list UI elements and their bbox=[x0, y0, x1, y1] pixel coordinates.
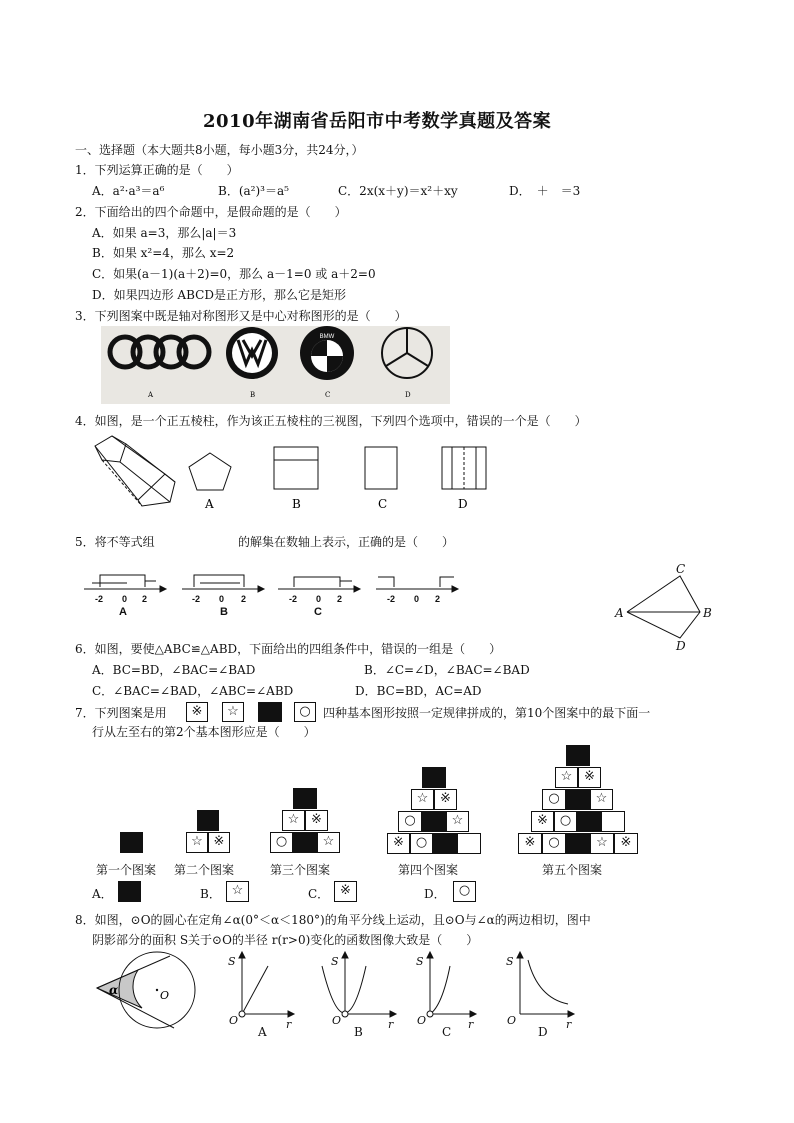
q1-option-d: D． ＋ ＝3 bbox=[509, 184, 581, 198]
kite-label-b: B bbox=[703, 606, 712, 620]
mercedes-star-icon bbox=[382, 328, 432, 378]
pentagon-view-a bbox=[189, 453, 231, 490]
nl-c-tick-2: 0 bbox=[316, 594, 322, 604]
q4-label-d: D bbox=[458, 497, 468, 511]
graph-label-d: D bbox=[538, 1025, 548, 1039]
p5-cell: ☆ bbox=[590, 833, 614, 854]
q4-figures bbox=[90, 432, 500, 517]
q2-option-a: A．如果 a=3，那么|a|＝3 bbox=[92, 226, 237, 240]
q6-option-d: D．BC=BD，AC=AD bbox=[355, 684, 482, 698]
q2-option-c: C．如果(a－1)(a＋2)=0，那么 a－1=0 或 a＋2=0 bbox=[92, 267, 376, 281]
nl-b-tick-1: -2 bbox=[192, 594, 201, 604]
graph-label-b: B bbox=[354, 1025, 363, 1039]
p3-cell: ○ bbox=[270, 832, 293, 853]
p5-cell bbox=[566, 789, 590, 810]
p5-cell bbox=[601, 811, 625, 832]
numberline-a bbox=[84, 575, 166, 592]
kite-label-d: D bbox=[676, 639, 686, 653]
p4-cell: ※ bbox=[387, 833, 410, 854]
q7-option-d: D． bbox=[424, 887, 446, 901]
q3-logos bbox=[101, 326, 450, 404]
caption-1: 第一个图案 bbox=[96, 863, 157, 877]
p5-cell bbox=[577, 811, 601, 832]
nl-c-tick-3: 2 bbox=[337, 594, 343, 604]
q2-option-d: D．如果四边形 ABCD是正方形，那么它是矩形 bbox=[92, 288, 346, 302]
q7-option-d-cell: ○ bbox=[453, 881, 476, 902]
p5-cell: ○ bbox=[542, 789, 566, 810]
rect-view-c bbox=[365, 447, 397, 489]
p5-cell: ※ bbox=[518, 833, 542, 854]
graph-b-s: S bbox=[331, 955, 339, 968]
q6-option-a: A．BC=BD，∠BAC=∠BAD bbox=[92, 663, 256, 677]
q7-option-c: C． bbox=[308, 887, 330, 901]
nl-d-tick-1: -2 bbox=[387, 594, 396, 604]
center-dot bbox=[156, 989, 158, 991]
p4-cell bbox=[422, 767, 446, 788]
q4-label-c: C bbox=[378, 497, 388, 511]
alpha-label: α bbox=[109, 983, 119, 997]
numberline-d bbox=[376, 577, 458, 592]
p3-cell: ☆ bbox=[317, 832, 340, 853]
graph-d-s: S bbox=[506, 955, 514, 968]
q5-stem-a: 5．将不等式组 bbox=[75, 535, 155, 549]
q7-option-a: A． bbox=[92, 887, 113, 901]
q8-stem-b: 阴影部分的面积 S关于⊙O的半径 r(r>0)变化的函数图像大致是（ ） bbox=[92, 933, 479, 947]
graph-d bbox=[517, 952, 574, 1017]
pentagonal-prism-figure bbox=[95, 436, 175, 506]
p5-cell: ☆ bbox=[555, 767, 578, 788]
rect-view-b bbox=[274, 447, 318, 489]
q2-stem: 2．下面给出的四个命题中，是假命题的是（ ） bbox=[75, 205, 347, 219]
q7-option-a-cell bbox=[118, 881, 141, 902]
p3-cell: ☆ bbox=[282, 810, 305, 831]
black-square-cell bbox=[258, 702, 282, 722]
q4-stem: 4．如图，是一个正五棱柱，作为该正五棱柱的三视图，下列四个选项中，错误的一个是（ ） bbox=[75, 414, 587, 428]
p5-cell: ※ bbox=[614, 833, 638, 854]
q7-option-c-cell: ※ bbox=[334, 881, 357, 902]
q1-option-b: B．(a²)³＝a⁵ bbox=[218, 184, 289, 198]
circle-cell: ○ bbox=[294, 702, 316, 722]
graph-d-o: O bbox=[507, 1014, 517, 1027]
graph-b-o: O bbox=[332, 1014, 342, 1027]
q1-stem: 1．下列运算正确的是（ ） bbox=[75, 163, 239, 177]
kite-label-a: A bbox=[615, 606, 624, 620]
p4-cell bbox=[422, 811, 446, 832]
graph-d-r: r bbox=[566, 1018, 572, 1031]
caption-2: 第二个图案 bbox=[174, 863, 235, 877]
p5-cell: ※ bbox=[578, 767, 601, 788]
q6-option-c: C．∠BAC=∠BAD，∠ABC=∠ABD bbox=[92, 684, 294, 698]
q5-stem-b: 的解集在数轴上表示，正确的是（ ） bbox=[238, 535, 455, 549]
p5-cell bbox=[566, 745, 590, 766]
caption-5: 第五个图案 bbox=[542, 863, 603, 877]
vw-logo-icon bbox=[226, 327, 278, 379]
p5-cell: ○ bbox=[554, 811, 577, 832]
q4-label-b: B bbox=[292, 497, 301, 511]
bmw-text: BMW bbox=[319, 334, 335, 340]
section-heading: 一、选择题（本大题共8小题，每小题3分，共24分，） bbox=[75, 143, 364, 157]
graph-a bbox=[239, 952, 294, 1017]
caption-3: 第三个图案 bbox=[270, 863, 331, 877]
kite-figure bbox=[612, 562, 722, 652]
graph-a-s: S bbox=[228, 955, 236, 968]
q3-label-d: D bbox=[405, 391, 411, 399]
q1-option-a: A．a²·a³＝a⁶ bbox=[92, 184, 165, 198]
numberline-c bbox=[278, 577, 360, 592]
circle-o-label: O bbox=[160, 989, 170, 1002]
graph-label-a: A bbox=[258, 1025, 267, 1039]
graph-b-r: r bbox=[388, 1018, 394, 1031]
nl-d-tick-2: 0 bbox=[414, 594, 420, 604]
nl-a-tick-2: 0 bbox=[122, 594, 128, 604]
q7-stem-c: 行从左至右的第2个基本图形应是（ ） bbox=[92, 725, 316, 739]
q3-label-a: A bbox=[148, 391, 154, 399]
p3-cell: ※ bbox=[305, 810, 328, 831]
q3-label-b: B bbox=[250, 391, 256, 399]
p4-cell: ☆ bbox=[411, 789, 434, 810]
graph-a-o: O bbox=[229, 1014, 239, 1027]
audi-rings-icon bbox=[110, 337, 209, 367]
q8-figures bbox=[90, 948, 600, 1043]
p3-cell bbox=[293, 788, 317, 809]
q7-option-b: B． bbox=[200, 887, 221, 901]
p4-cell: ☆ bbox=[446, 811, 469, 832]
q4-label-a: A bbox=[205, 497, 214, 511]
nl-label-a: A bbox=[119, 606, 127, 618]
p2-cell: ※ bbox=[208, 832, 230, 853]
p4-cell bbox=[433, 833, 457, 854]
graph-a-r: r bbox=[286, 1018, 292, 1031]
q7-option-b-cell: ☆ bbox=[226, 881, 249, 902]
p4-cell bbox=[457, 833, 481, 854]
p4-cell: ※ bbox=[434, 789, 457, 810]
q3-label-c: C bbox=[325, 391, 331, 399]
q7-stem-b: 四种基本图形按照一定规律拼成的，第10个图案中的最下面一 bbox=[323, 706, 651, 720]
nl-label-b: B bbox=[220, 606, 228, 618]
star-cell: ☆ bbox=[222, 702, 244, 722]
graph-c bbox=[427, 952, 476, 1017]
nl-c-tick-1: -2 bbox=[289, 594, 298, 604]
q1-option-c: C．2x(x＋y)＝x²＋xy bbox=[338, 184, 458, 198]
page-title: 2010年湖南省岳阳市中考数学真题及答案 bbox=[203, 111, 552, 132]
nl-label-c: C bbox=[314, 606, 322, 618]
p5-cell bbox=[566, 833, 590, 854]
p2-cell bbox=[197, 810, 219, 831]
graph-label-c: C bbox=[442, 1025, 452, 1039]
q3-stem: 3．下列图案中既是轴对称图形又是中心对称图形的是（ ） bbox=[75, 309, 407, 323]
nl-b-tick-3: 2 bbox=[241, 594, 247, 604]
p1-cell bbox=[120, 832, 143, 853]
p2-cell: ☆ bbox=[186, 832, 208, 853]
p5-cell: ○ bbox=[542, 833, 566, 854]
p5-cell: ※ bbox=[531, 811, 554, 832]
kite-label-c: C bbox=[676, 562, 686, 576]
graph-c-o: O bbox=[417, 1014, 427, 1027]
q2-option-b: B．如果 x²=4，那么 x=2 bbox=[92, 246, 235, 260]
q8-stem-a: 8．如图，⊙O的圆心在定角∠α(0°＜α＜180°)的角平分线上运动，且⊙O与∠α的两边相切，图中 bbox=[75, 913, 591, 927]
q7-stem-a: 7．下列图案是用 bbox=[75, 706, 167, 720]
graph-c-r: r bbox=[468, 1018, 474, 1031]
p3-cell bbox=[293, 832, 317, 853]
p4-cell: ○ bbox=[398, 811, 422, 832]
q5-number-lines bbox=[82, 565, 462, 620]
nl-a-tick-3: 2 bbox=[142, 594, 148, 604]
nl-d-tick-3: 2 bbox=[435, 594, 441, 604]
p4-cell: ○ bbox=[410, 833, 433, 854]
caption-4: 第四个图案 bbox=[398, 863, 459, 877]
p5-cell: ☆ bbox=[590, 789, 613, 810]
nl-b-tick-2: 0 bbox=[219, 594, 225, 604]
nl-a-tick-1: -2 bbox=[95, 594, 104, 604]
q6-stem: 6．如图，要使△ABC≌△ABD，下面给出的四组条件中，错误的一组是（ ） bbox=[75, 642, 502, 656]
rect-view-d bbox=[442, 447, 486, 489]
numberline-b bbox=[182, 575, 264, 592]
graph-c-s: S bbox=[416, 955, 424, 968]
xmark-cell: ※ bbox=[186, 702, 208, 722]
q6-option-b: B．∠C=∠D，∠BAC=∠BAD bbox=[364, 663, 530, 677]
